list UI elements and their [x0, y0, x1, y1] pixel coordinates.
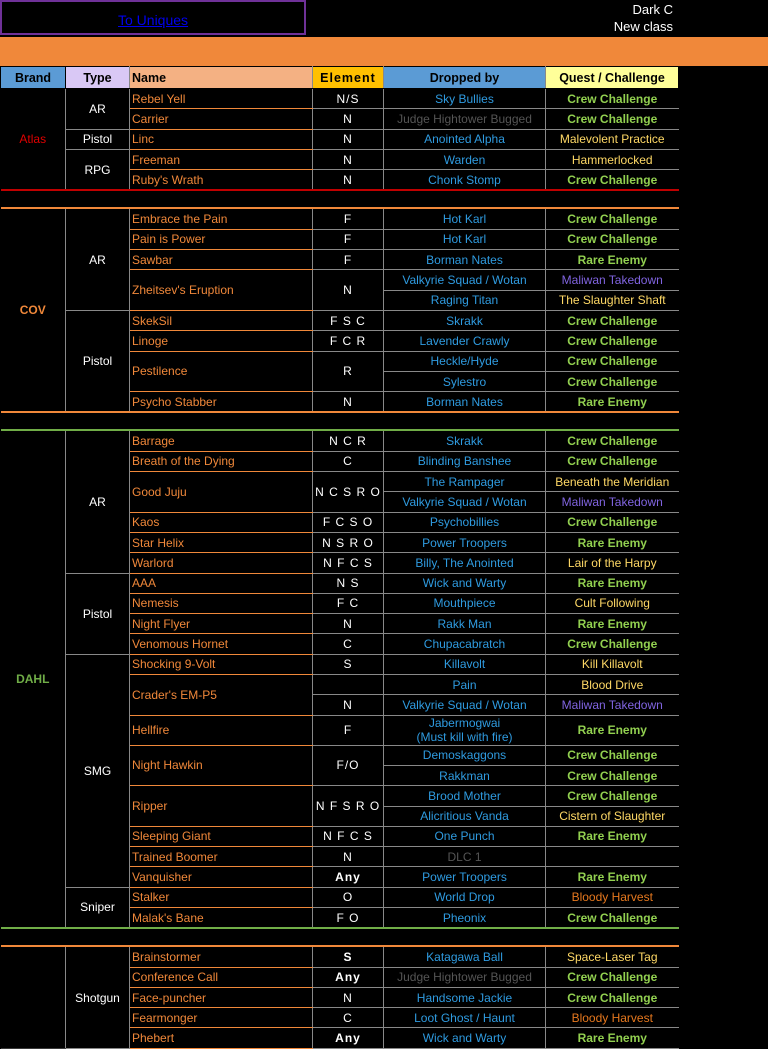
table-row [1, 310, 679, 330]
element-cell: F [313, 250, 384, 270]
element-cell: N/S [313, 89, 384, 109]
quest-cell: Crew Challenge [546, 786, 679, 806]
brand-cell [1, 946, 66, 1048]
weapon-name: Psycho Stabber [130, 392, 313, 413]
dropped-by-cell: Alicritious Vanda [384, 806, 546, 826]
element-cell: N [313, 129, 384, 149]
element-cell: F [313, 229, 384, 249]
dropped-by-cell: Judge Hightower Bugged [384, 967, 546, 987]
weapon-name: Venomous Hornet [130, 634, 313, 654]
weapon-name: Pestilence [130, 351, 313, 392]
weapon-name: Trained Boomer [130, 847, 313, 867]
dropped-by-cell: Judge Hightower Bugged [384, 109, 546, 129]
dropped-by-cell: Power Troopers [384, 532, 546, 552]
type-cell: Shotgun [66, 946, 130, 1048]
dropped-by-cell: Hot Karl [384, 229, 546, 249]
header-type: Type [66, 67, 130, 89]
section-spacer [1, 190, 679, 208]
weapon-name: Ripper [130, 786, 313, 827]
weapon-name: Phebert [130, 1028, 313, 1048]
element-cell: C [313, 634, 384, 654]
link-cell [0, 0, 306, 35]
brand-cell: DAHL [1, 430, 66, 928]
element-cell: O [313, 887, 384, 907]
header-dropped-by: Dropped by [384, 67, 546, 89]
type-cell: Pistol [66, 129, 130, 149]
weapon-name: Stalker [130, 887, 313, 907]
brand-cell: COV [1, 208, 66, 412]
top-note-line1: Dark C [632, 2, 673, 17]
quest-cell: Crew Challenge [546, 331, 679, 351]
dropped-by-cell: Demoskaggons [384, 745, 546, 765]
quest-cell: Rare Enemy [546, 392, 679, 413]
quest-cell: Rare Enemy [546, 573, 679, 593]
weapon-name: Breath of the Dying [130, 451, 313, 471]
dropped-by-cell: Brood Mother [384, 786, 546, 806]
dropped-by-line2: (Must kill with fire) [416, 730, 513, 745]
element-cell: N [313, 987, 384, 1007]
table-row [1, 129, 679, 149]
element-cell: N [313, 270, 384, 311]
quest-cell: Maliwan Takedown [546, 270, 679, 290]
weapon-name: Good Juju [130, 472, 313, 513]
quest-cell: The Slaughter Shaft [546, 290, 679, 310]
type-cell: Pistol [66, 310, 130, 412]
dropped-by-cell: Rakkman [384, 765, 546, 785]
section-spacer [1, 412, 679, 430]
element-cell: N [313, 695, 384, 715]
quest-cell: Crew Challenge [546, 967, 679, 987]
quest-cell: Rare Enemy [546, 1028, 679, 1048]
element-cell: N F S R O [313, 786, 384, 827]
weapon-name: SkekSil [130, 310, 313, 330]
weapon-name: Conference Call [130, 967, 313, 987]
weapon-name: Linoge [130, 331, 313, 351]
header-quest: Quest / Challenge [546, 67, 679, 89]
dropped-by-cell: Wick and Warty [384, 1028, 546, 1048]
quest-cell: Bloody Harvest [546, 887, 679, 907]
dropped-by-cell: Katagawa Ball [384, 946, 546, 967]
element-cell: F C [313, 593, 384, 613]
quest-cell: Lair of the Harpy [546, 553, 679, 573]
weapon-name: Freeman [130, 149, 313, 169]
element-cell: F C S O [313, 512, 384, 532]
quest-cell: Crew Challenge [546, 310, 679, 330]
table-row [1, 89, 679, 109]
orange-banner [0, 37, 768, 66]
dropped-by-cell: Anointed Alpha [384, 129, 546, 149]
weapon-name: Pain is Power [130, 229, 313, 249]
quest-cell: Maliwan Takedown [546, 492, 679, 512]
dropped-by-cell: Sylestro [384, 371, 546, 391]
element-cell: F [313, 715, 384, 745]
element-cell: F C R [313, 331, 384, 351]
weapon-name: Nemesis [130, 593, 313, 613]
element-cell: Any [313, 867, 384, 887]
type-cell: AR [66, 89, 130, 130]
brand-cell: Atlas [1, 89, 66, 191]
dropped-by-cell: Killavolt [384, 654, 546, 674]
dropped-by-cell: Skrakk [384, 310, 546, 330]
element-cell: N [313, 170, 384, 191]
quest-cell: Crew Challenge [546, 430, 679, 451]
dropped-by-cell: Rakk Man [384, 614, 546, 634]
weapon-name: AAA [130, 573, 313, 593]
quest-cell: Crew Challenge [546, 987, 679, 1007]
element-cell: F/O [313, 745, 384, 786]
dropped-by-cell [384, 715, 546, 745]
weapon-name: Ruby's Wrath [130, 170, 313, 191]
quest-cell: Cistern of Slaughter [546, 806, 679, 826]
element-cell: S [313, 654, 384, 674]
element-cell: Any [313, 1028, 384, 1048]
weapon-name: Brainstormer [130, 946, 313, 967]
section-spacer [1, 928, 679, 946]
dropped-by-cell: Borman Nates [384, 250, 546, 270]
element-cell: N F C S [313, 553, 384, 573]
table-row [1, 208, 679, 229]
element-cell: F [313, 208, 384, 229]
dropped-by-cell: Sky Bullies [384, 89, 546, 109]
table-row [1, 654, 679, 674]
quest-cell: Space-Laser Tag [546, 946, 679, 967]
weapon-name: Embrace the Pain [130, 208, 313, 229]
element-cell: N S [313, 573, 384, 593]
dropped-by-cell: Blinding Banshee [384, 451, 546, 471]
dropped-by-cell: Loot Ghost / Haunt [384, 1008, 546, 1028]
quest-cell: Crew Challenge [546, 512, 679, 532]
element-cell: R [313, 351, 384, 392]
element-cell: S [313, 946, 384, 967]
quest-cell: Kill Killavolt [546, 654, 679, 674]
weapon-name: Malak's Bane [130, 907, 313, 928]
quest-cell: Crew Challenge [546, 371, 679, 391]
weapon-name: Kaos [130, 512, 313, 532]
weapons-table-container [0, 66, 672, 1049]
quest-cell: Rare Enemy [546, 867, 679, 887]
element-cell: N [313, 149, 384, 169]
quest-cell: Maliwan Takedown [546, 695, 679, 715]
quest-cell: Crew Challenge [546, 109, 679, 129]
quest-cell: Crew Challenge [546, 208, 679, 229]
quest-cell: Crew Challenge [546, 765, 679, 785]
weapon-name: Linc [130, 129, 313, 149]
quest-cell: Crew Challenge [546, 89, 679, 109]
weapon-name: Warlord [130, 553, 313, 573]
spacer-cell [1, 928, 679, 946]
dropped-by-cell: Mouthpiece [384, 593, 546, 613]
table-row [1, 887, 679, 907]
spacer-cell [1, 190, 679, 208]
type-cell: SMG [66, 654, 130, 887]
dropped-by-cell: Borman Nates [384, 392, 546, 413]
table-body [1, 89, 679, 1049]
dropped-by-cell: Chonk Stomp [384, 170, 546, 191]
header-brand: Brand [1, 67, 66, 89]
dropped-by-line1: Jabermogwai [428, 716, 501, 731]
element-cell: N [313, 392, 384, 413]
quest-cell: Crew Challenge [546, 634, 679, 654]
dropped-by-cell: Psychobillies [384, 512, 546, 532]
dropped-by-cell: Chupacabratch [384, 634, 546, 654]
weapon-name: Sawbar [130, 250, 313, 270]
spacer-cell [1, 412, 679, 430]
type-cell: AR [66, 430, 130, 573]
element-cell: F S C [313, 310, 384, 330]
type-cell: RPG [66, 149, 130, 190]
quest-cell: Crew Challenge [546, 170, 679, 191]
weapon-name: Star Helix [130, 532, 313, 552]
weapon-name: Carrier [130, 109, 313, 129]
type-cell: Pistol [66, 573, 130, 654]
dropped-by-cell: Pheonix [384, 907, 546, 928]
type-cell: AR [66, 208, 130, 310]
weapon-name: Shocking 9-Volt [130, 654, 313, 674]
weapon-name: Night Flyer [130, 614, 313, 634]
dropped-by-cell: Skrakk [384, 430, 546, 451]
dropped-by-cell: The Rampager [384, 472, 546, 492]
top-note-line2: New class [613, 19, 673, 34]
element-cell [313, 675, 384, 695]
dropped-by-cell: Heckle/Hyde [384, 351, 546, 371]
dropped-by-cell: World Drop [384, 887, 546, 907]
dropped-by-cell: Raging Titan [384, 290, 546, 310]
element-cell: N [313, 109, 384, 129]
dropped-by-cell: Valkyrie Squad / Wotan [384, 695, 546, 715]
quest-cell: Rare Enemy [546, 715, 679, 745]
weapon-name: Hellfire [130, 715, 313, 745]
dropped-by-cell: DLC 1 [384, 847, 546, 867]
dropped-by-cell: Warden [384, 149, 546, 169]
quest-cell: Crew Challenge [546, 351, 679, 371]
quest-cell: Bloody Harvest [546, 1008, 679, 1028]
weapon-name: Fearmonger [130, 1008, 313, 1028]
dropped-by-cell: Power Troopers [384, 867, 546, 887]
table-row [1, 573, 679, 593]
element-cell: C [313, 451, 384, 471]
weapon-name: Crader's EM-P5 [130, 675, 313, 716]
dropped-by-cell: Handsome Jackie [384, 987, 546, 1007]
dropped-by-cell: Billy, The Anointed [384, 553, 546, 573]
weapon-name: Face-puncher [130, 987, 313, 1007]
element-cell: N C R [313, 430, 384, 451]
element-cell: N S R O [313, 532, 384, 552]
quest-cell: Blood Drive [546, 675, 679, 695]
weapon-name: Rebel Yell [130, 89, 313, 109]
quest-cell: Rare Enemy [546, 614, 679, 634]
dropped-by-cell: Valkyrie Squad / Wotan [384, 270, 546, 290]
weapon-name: Zheitsev's Eruption [130, 270, 313, 311]
quest-cell: Beneath the Meridian [546, 472, 679, 492]
table-row [1, 149, 679, 169]
dropped-by-cell: One Punch [384, 826, 546, 846]
dropped-by-cell: Wick and Warty [384, 573, 546, 593]
element-cell: N C S R O [313, 472, 384, 513]
quest-cell: Cult Following [546, 593, 679, 613]
quest-cell: Crew Challenge [546, 229, 679, 249]
quest-cell: Malevolent Practice [546, 129, 679, 149]
quest-cell: Rare Enemy [546, 826, 679, 846]
top-bar [0, 0, 768, 37]
quest-cell: Crew Challenge [546, 745, 679, 765]
weapon-name: Vanquisher [130, 867, 313, 887]
dropped-by-cell: Pain [384, 675, 546, 695]
quest-cell: Crew Challenge [546, 451, 679, 471]
header-row [1, 67, 679, 89]
quest-cell: Rare Enemy [546, 250, 679, 270]
dropped-by-cell: Lavender Crawly [384, 331, 546, 351]
header-name: Name [130, 67, 313, 89]
element-cell: N [313, 847, 384, 867]
to-uniques-link[interactable]: To Uniques [118, 12, 189, 28]
element-cell: N F C S [313, 826, 384, 846]
table-row [1, 946, 679, 967]
weapon-name: Night Hawkin [130, 745, 313, 786]
quest-cell [546, 847, 679, 867]
type-cell: Sniper [66, 887, 130, 928]
quest-cell: Crew Challenge [546, 907, 679, 928]
dropped-by-cell: Hot Karl [384, 208, 546, 229]
quest-cell: Rare Enemy [546, 532, 679, 552]
element-cell: C [313, 1008, 384, 1028]
table-row [1, 430, 679, 451]
quest-cell: Hammerlocked [546, 149, 679, 169]
header-element: Element [313, 67, 384, 89]
element-cell: Any [313, 967, 384, 987]
element-cell: N [313, 614, 384, 634]
element-cell: F O [313, 907, 384, 928]
weapons-table [0, 66, 679, 1049]
weapon-name: Sleeping Giant [130, 826, 313, 846]
weapon-name: Barrage [130, 430, 313, 451]
dropped-by-cell: Valkyrie Squad / Wotan [384, 492, 546, 512]
